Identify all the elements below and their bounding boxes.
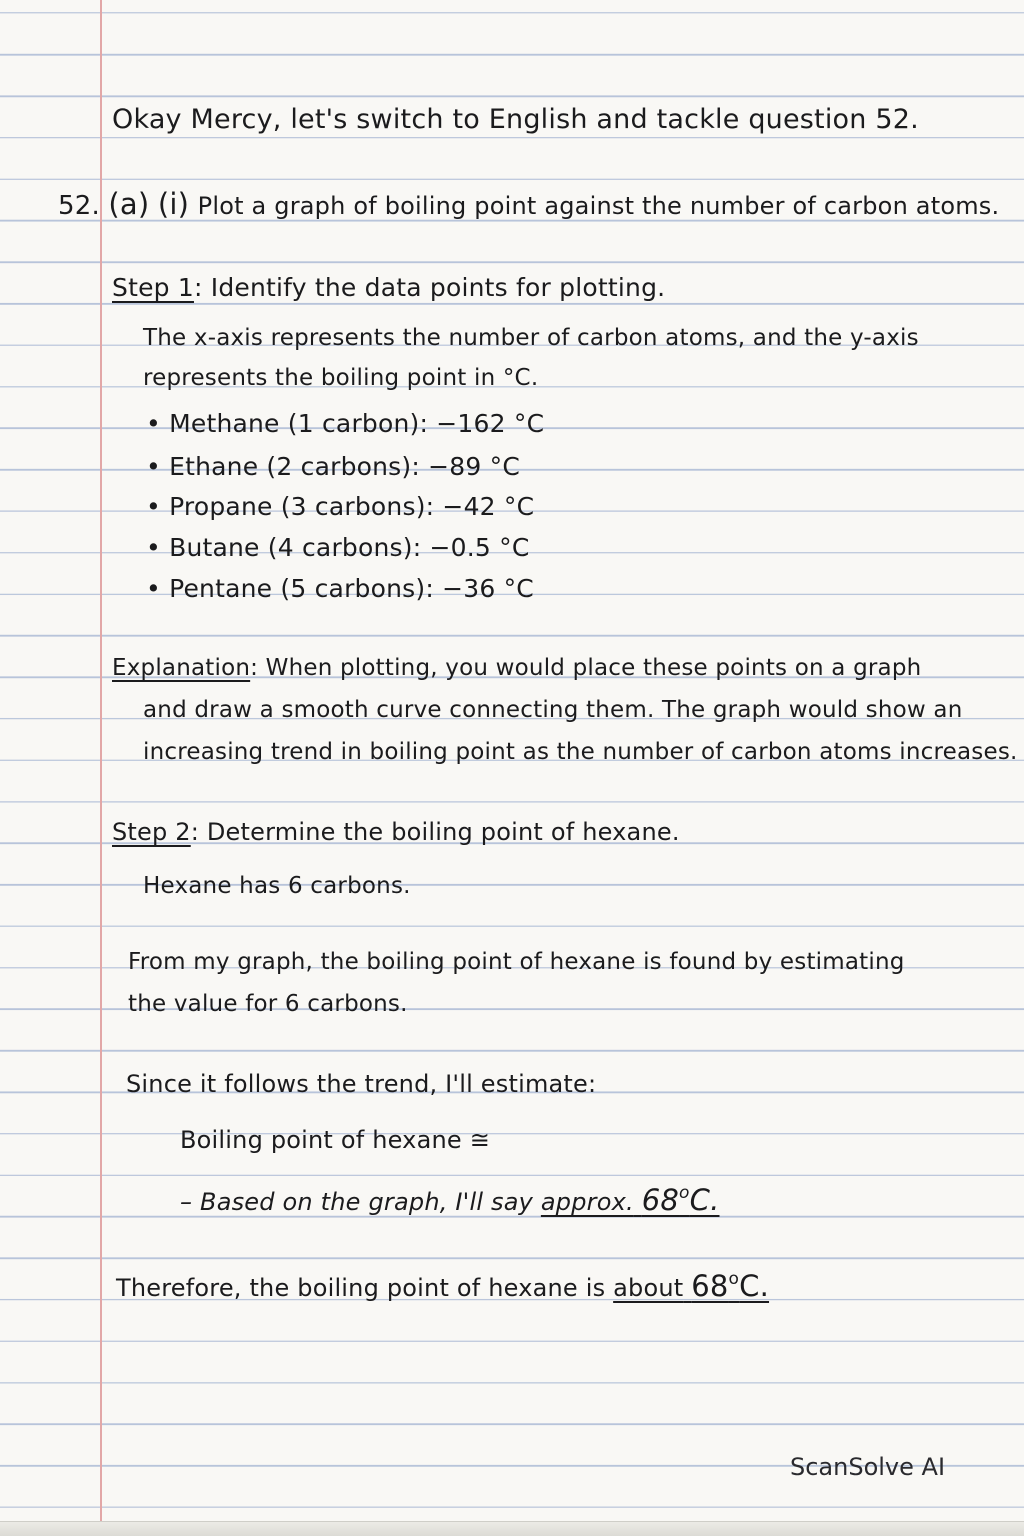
estimate-para-line1: From my graph, the boiling point of hexane is found by estimating (128, 949, 905, 975)
bullet-icon: • (146, 409, 170, 438)
conclusion-line (116, 1270, 769, 1307)
explanation-label: Explanation (112, 655, 251, 681)
bullet-icon: • (146, 452, 170, 481)
conclusion-unit: C. (739, 1269, 770, 1303)
estimate-bp-label: Boiling point of hexane ≅ (180, 1126, 491, 1154)
bullet-icon: • (146, 533, 170, 562)
estimate-since: Since it follows the trend, I'll estimate: (126, 1070, 597, 1098)
conclusion-about: about (613, 1274, 684, 1302)
conclusion-prefix: Therefore, the boiling point of hexane is (116, 1274, 606, 1302)
list-item (146, 408, 544, 440)
explanation-text-1: When plotting, you would place these points on a graph (265, 655, 922, 681)
explanation-line2: and draw a smooth curve connecting them. The graph would show an (143, 697, 963, 723)
list-item (146, 491, 534, 523)
data-point-propane: Propane (3 carbons): −42 °C (169, 492, 535, 521)
list-item (146, 573, 534, 605)
based-degree: o (679, 1183, 690, 1203)
question-subpart: (i) (157, 187, 190, 221)
estimate-based-line (180, 1184, 720, 1221)
step1-label: Step 1 (112, 273, 194, 302)
based-estimate (540, 1183, 720, 1217)
data-point-pentane: Pentane (5 carbons): −36 °C (169, 574, 534, 603)
question-part: (a) (108, 187, 150, 221)
step2-line1: Hexane has 6 carbons. (143, 873, 411, 899)
based-unit: C. (689, 1183, 720, 1217)
step1-desc-line2: represents the boiling point in °C. (143, 365, 539, 391)
based-prefix: – Based on the graph, I'll say (180, 1188, 534, 1216)
based-value: 68 (641, 1183, 680, 1217)
explanation-colon: : (250, 655, 266, 681)
step1-colon: : (193, 273, 211, 302)
footer-watermark: ScanSolve AI (790, 1453, 946, 1481)
conclusion-answer (613, 1269, 770, 1303)
step1-heading (112, 272, 665, 304)
data-point-methane: Methane (1 carbon): −162 °C (169, 409, 545, 438)
data-point-butane: Butane (4 carbons): −0.5 °C (169, 533, 530, 562)
question-text: Plot a graph of boiling point against the number of carbon atoms. (197, 192, 1000, 220)
explanation-line1 (112, 652, 921, 684)
bullet-icon: • (146, 574, 170, 603)
question-number: 52. (58, 191, 100, 221)
explanation-line3: increasing trend in boiling point as the number of carbon atoms increases. (143, 739, 1018, 765)
bullet-icon: • (146, 492, 170, 521)
step2-colon: : (190, 818, 207, 846)
conclusion-degree: o (728, 1269, 740, 1289)
step2-label: Step 2 (112, 818, 191, 846)
page-bottom-edge (0, 1521, 1024, 1536)
data-point-ethane: Ethane (2 carbons): −89 °C (169, 452, 520, 481)
estimate-para-line2: the value for 6 carbons. (128, 991, 408, 1017)
step2-heading (112, 816, 680, 848)
margin-line (100, 0, 102, 1536)
intro-text: Okay Mercy, let's switch to English and tackle question 52. (112, 104, 919, 135)
step1-desc-line1: The x-axis represents the number of carbon atoms, and the y-axis (143, 325, 919, 351)
conclusion-value: 68 (691, 1269, 729, 1303)
step2-title: Determine the boiling point of hexane. (206, 818, 680, 846)
based-approx: approx. (540, 1188, 634, 1216)
step1-title: Identify the data points for plotting. (210, 273, 666, 302)
list-item (146, 532, 530, 564)
list-item (146, 451, 520, 483)
question-line (58, 188, 999, 222)
